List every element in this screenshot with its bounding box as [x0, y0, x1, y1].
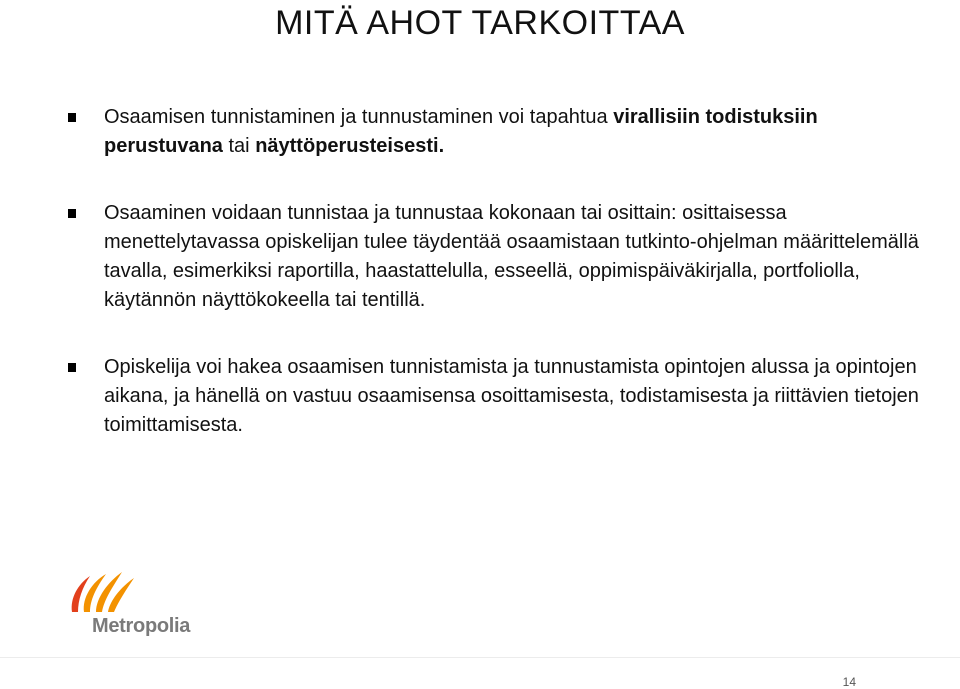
bullet-item — [62, 103, 932, 161]
logo-wordmark: Metropolia — [92, 615, 191, 637]
bullet-text-bold: näyttöperusteisesti. — [255, 135, 445, 157]
bullet-text-part: Opiskelija voi hakea osaamisen tunnistamista ja tunnustamista opintojen alussa ja opintojen aikana, ja hänellä on vastuu osaamisensa osoittamisesta, todistamisesta ja riittävien tietojen toimittamisesta. — [104, 356, 919, 436]
slide-title: MITÄ AHOT TARKOITTAA — [275, 4, 685, 42]
bullet-text-part: Osaaminen voidaan tunnistaa ja tunnustaa kokonaan tai osittain: osittaisessa menettelytavassa opiskelijan tulee täydentää osaamistaan tutkinto-ohjelman määrittelemällä tavalla, esimerkiksi raportilla, haastattelulla, esseellä, oppimispäiväkirjalla, portfoliolla, käytännön näyttökokeella tai tentillä. — [104, 202, 919, 311]
footer-divider — [0, 657, 960, 658]
bullet-text-part: tai — [222, 135, 256, 157]
metropolia-logo — [64, 568, 209, 643]
square-bullet-icon — [68, 209, 76, 218]
bullet-item — [62, 199, 932, 315]
page-number: 14 — [842, 675, 856, 689]
bullet-item — [62, 353, 932, 440]
bullet-text-part: Osaamisen tunnistaminen ja tunnustaminen voi tapahtua — [104, 106, 614, 128]
bullet-list — [62, 103, 932, 440]
square-bullet-icon — [68, 363, 76, 372]
square-bullet-icon — [68, 113, 76, 122]
metropolia-flame-logo-icon — [64, 568, 144, 618]
bullet-text-bold: virallisiin todistuksiin perustuvana — [104, 106, 818, 157]
